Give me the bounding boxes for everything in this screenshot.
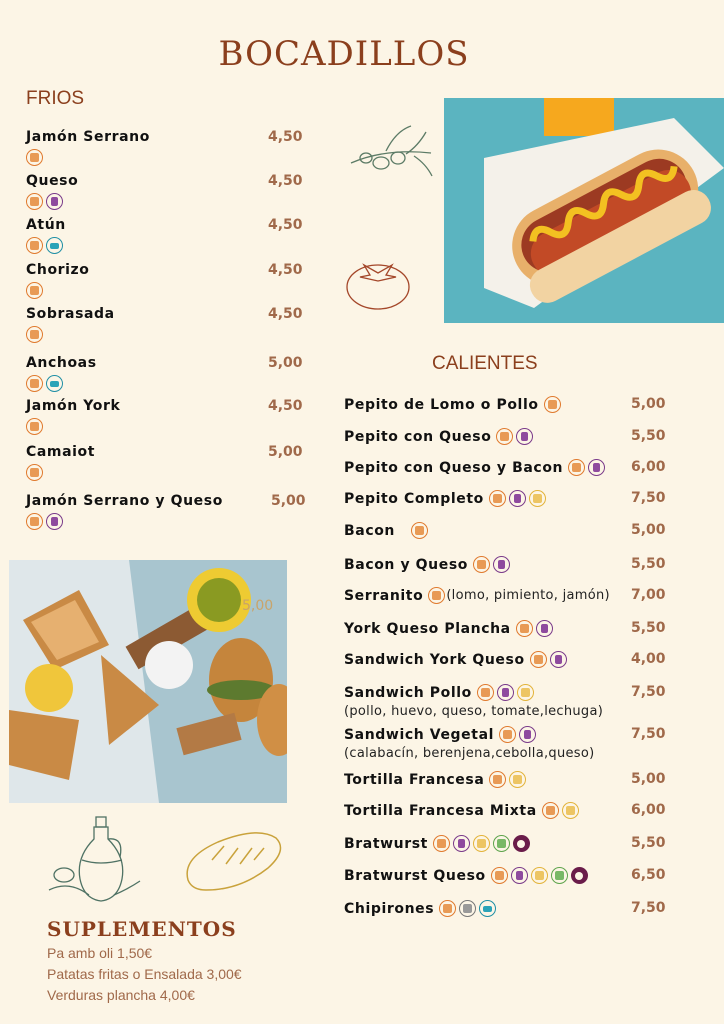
allergen-icons	[568, 459, 605, 476]
gluten-icon	[489, 771, 506, 788]
calientes-item-price: 5,50	[631, 556, 666, 572]
dairy-icon	[497, 684, 514, 701]
calientes-item-price: 6,50	[631, 867, 666, 883]
calientes-item-price: 5,00	[631, 771, 666, 787]
gluten-icon	[499, 726, 516, 743]
gluten-icon	[26, 282, 43, 299]
egg-icon	[529, 490, 546, 507]
calientes-item-price: 6,00	[631, 459, 666, 475]
gluten-icon	[26, 375, 43, 392]
allergen-icons	[516, 620, 553, 637]
menu-row	[344, 726, 536, 743]
gluten-icon	[496, 428, 513, 445]
egg-icon	[509, 771, 526, 788]
egg-icon	[473, 835, 490, 852]
allergen-icons	[477, 684, 534, 701]
dairy-icon	[550, 651, 567, 668]
calientes-item-name: Sandwich Vegetal	[344, 726, 495, 743]
frios-item-price: 4,50	[268, 398, 303, 414]
allergen-icons	[26, 513, 63, 530]
calientes-item-price: 4,00	[631, 651, 666, 667]
gluten-icon	[433, 835, 450, 852]
item-description: (lomo, pimiento, jamón)	[446, 588, 610, 603]
menu-row	[344, 867, 588, 884]
fish-icon	[46, 237, 63, 254]
calientes-item-name: Chipirones	[344, 900, 435, 917]
frios-item-price: 4,50	[268, 306, 303, 322]
calientes-item-name: Bacon	[344, 522, 396, 539]
menu-row	[344, 900, 496, 917]
dairy-icon	[511, 867, 528, 884]
frios-item-name: Chorizo	[26, 262, 90, 278]
gluten-icon	[26, 193, 43, 210]
bread-sketch-icon	[182, 830, 282, 898]
suplemento-line: Verduras plancha 4,00€	[47, 987, 195, 1003]
calientes-item-name: Pepito con Queso y Bacon	[344, 459, 564, 476]
frios-item-name: Jamón Serrano y Queso	[26, 493, 223, 509]
gluten-icon	[473, 556, 490, 573]
allergen-icons	[499, 726, 536, 743]
calientes-item-price: 7,50	[631, 684, 666, 700]
suplementos-heading: SUPLEMENTOS	[47, 917, 237, 941]
allergen-icons	[491, 867, 588, 884]
menu-row	[344, 771, 526, 788]
mollusc-icon	[459, 900, 476, 917]
gluten-icon	[568, 459, 585, 476]
frios-item-price: 4,50	[268, 217, 303, 233]
allergen-icons	[544, 396, 561, 413]
photo-price-overlay: 5,00	[242, 598, 274, 614]
calientes-item-name: Bratwurst	[344, 835, 428, 852]
celery-icon	[551, 867, 568, 884]
dairy-icon	[536, 620, 553, 637]
calientes-item-name: Pepito con Queso	[344, 428, 492, 445]
menu-row	[344, 620, 553, 637]
allergen-icons	[26, 149, 43, 166]
calientes-item-name: Bacon y Queso	[344, 556, 468, 573]
page-title: BOCADILLOS	[218, 34, 470, 74]
menu-row	[344, 490, 546, 507]
gluten-icon	[491, 867, 508, 884]
frios-item-price: 4,50	[268, 262, 303, 278]
menu-row	[344, 556, 510, 573]
calientes-item-price: 7,50	[631, 900, 666, 916]
allergen-icons	[26, 464, 43, 481]
calientes-item-name: Tortilla Francesa Mixta	[344, 802, 537, 819]
allergen-icons	[542, 802, 579, 819]
gluten-icon	[26, 513, 43, 530]
dairy-icon	[493, 556, 510, 573]
calientes-item-price: 5,50	[631, 428, 666, 444]
allergen-icons	[26, 375, 63, 392]
dairy-icon	[46, 193, 63, 210]
dairy-icon	[588, 459, 605, 476]
tomato-sketch-icon	[344, 253, 414, 313]
menu-row	[344, 802, 579, 819]
gluten-icon	[26, 149, 43, 166]
calientes-item-price: 5,50	[631, 835, 666, 851]
dairy-icon	[519, 726, 536, 743]
allergen-icons	[26, 282, 43, 299]
calientes-item-price: 7,50	[631, 490, 666, 506]
calientes-item-name: Pepito Completo	[344, 490, 484, 507]
menu-row	[344, 396, 561, 413]
gluten-icon	[439, 900, 456, 917]
allergen-icons	[428, 587, 445, 604]
allergen-icons	[489, 490, 546, 507]
calientes-item-name: York Queso Plancha	[344, 620, 511, 637]
frios-item-name: Jamón York	[26, 398, 121, 414]
calientes-item-name: Sandwich Pollo	[344, 684, 472, 701]
dairy-icon	[516, 428, 533, 445]
gluten-icon	[26, 464, 43, 481]
frios-item-name: Atún	[26, 217, 66, 233]
sulphite-icon	[513, 835, 530, 852]
section-heading-calientes: CALIENTES	[432, 353, 538, 374]
item-description: (pollo, huevo, queso, tomate,lechuga)	[344, 704, 604, 719]
calientes-item-price: 5,00	[631, 522, 666, 538]
menu-row	[344, 684, 534, 701]
section-heading-frios: FRIOS	[26, 88, 85, 109]
gluten-icon	[544, 396, 561, 413]
frios-item-price: 5,00	[268, 444, 303, 460]
calientes-item-price: 6,00	[631, 802, 666, 818]
calientes-item-name: Bratwurst Queso	[344, 867, 486, 884]
gluten-icon	[530, 651, 547, 668]
sandwiches-photo	[9, 560, 287, 803]
suplemento-line: Pa amb oli 1,50€	[47, 945, 153, 961]
gluten-icon	[428, 587, 445, 604]
item-description: (calabacín, berenjena,cebolla,queso)	[344, 746, 595, 761]
menu-row	[344, 587, 610, 604]
allergen-icons	[26, 418, 43, 435]
allergen-icons	[26, 326, 43, 343]
olive-oil-bottle-sketch-icon	[44, 815, 144, 905]
allergen-icons	[26, 237, 63, 254]
frios-item-name: Camaiot	[26, 444, 96, 460]
gluten-icon	[411, 522, 428, 539]
hotdog-photo	[444, 98, 724, 323]
gluten-icon	[516, 620, 533, 637]
fish-icon	[46, 375, 63, 392]
allergen-icons	[433, 835, 530, 852]
allergen-icons	[26, 193, 63, 210]
menu-row	[344, 835, 530, 852]
frios-item-name: Queso	[26, 173, 79, 189]
gluten-icon	[542, 802, 559, 819]
allergen-icons	[489, 771, 526, 788]
menu-row	[344, 428, 533, 445]
calientes-item-price: 7,50	[631, 726, 666, 742]
gluten-icon	[477, 684, 494, 701]
allergen-icons	[496, 428, 533, 445]
calientes-item-name: Pepito de Lomo o Pollo	[344, 396, 539, 413]
calientes-item-name: Serranito	[344, 587, 424, 604]
frios-item-name: Sobrasada	[26, 306, 115, 322]
egg-icon	[562, 802, 579, 819]
calientes-item-name: Sandwich York Queso	[344, 651, 525, 668]
egg-icon	[531, 867, 548, 884]
menu-row	[344, 522, 428, 539]
dairy-icon	[453, 835, 470, 852]
fish-icon	[479, 900, 496, 917]
dairy-icon	[46, 513, 63, 530]
allergen-icons	[473, 556, 510, 573]
frios-item-name: Anchoas	[26, 355, 97, 371]
frios-item-price: 5,00	[268, 355, 303, 371]
gluten-icon	[26, 237, 43, 254]
gluten-icon	[26, 418, 43, 435]
calientes-item-price: 7,00	[631, 587, 666, 603]
celery-icon	[493, 835, 510, 852]
egg-icon	[517, 684, 534, 701]
frios-item-price: 5,00	[271, 493, 306, 509]
allergen-icons	[411, 522, 428, 539]
allergen-icons	[530, 651, 567, 668]
frios-item-price: 4,50	[268, 129, 303, 145]
suplemento-line: Patatas fritas o Ensalada 3,00€	[47, 966, 242, 982]
frios-item-name: Jamón Serrano	[26, 129, 150, 145]
calientes-item-price: 5,50	[631, 620, 666, 636]
sulphite-icon	[571, 867, 588, 884]
frios-item-price: 4,50	[268, 173, 303, 189]
dairy-icon	[509, 490, 526, 507]
olive-branch-sketch-icon	[346, 118, 436, 188]
menu-row	[344, 651, 567, 668]
gluten-icon	[489, 490, 506, 507]
calientes-item-name: Tortilla Francesa	[344, 771, 485, 788]
menu-row	[344, 459, 605, 476]
gluten-icon	[26, 326, 43, 343]
allergen-icons	[439, 900, 496, 917]
calientes-item-price: 5,00	[631, 396, 666, 412]
